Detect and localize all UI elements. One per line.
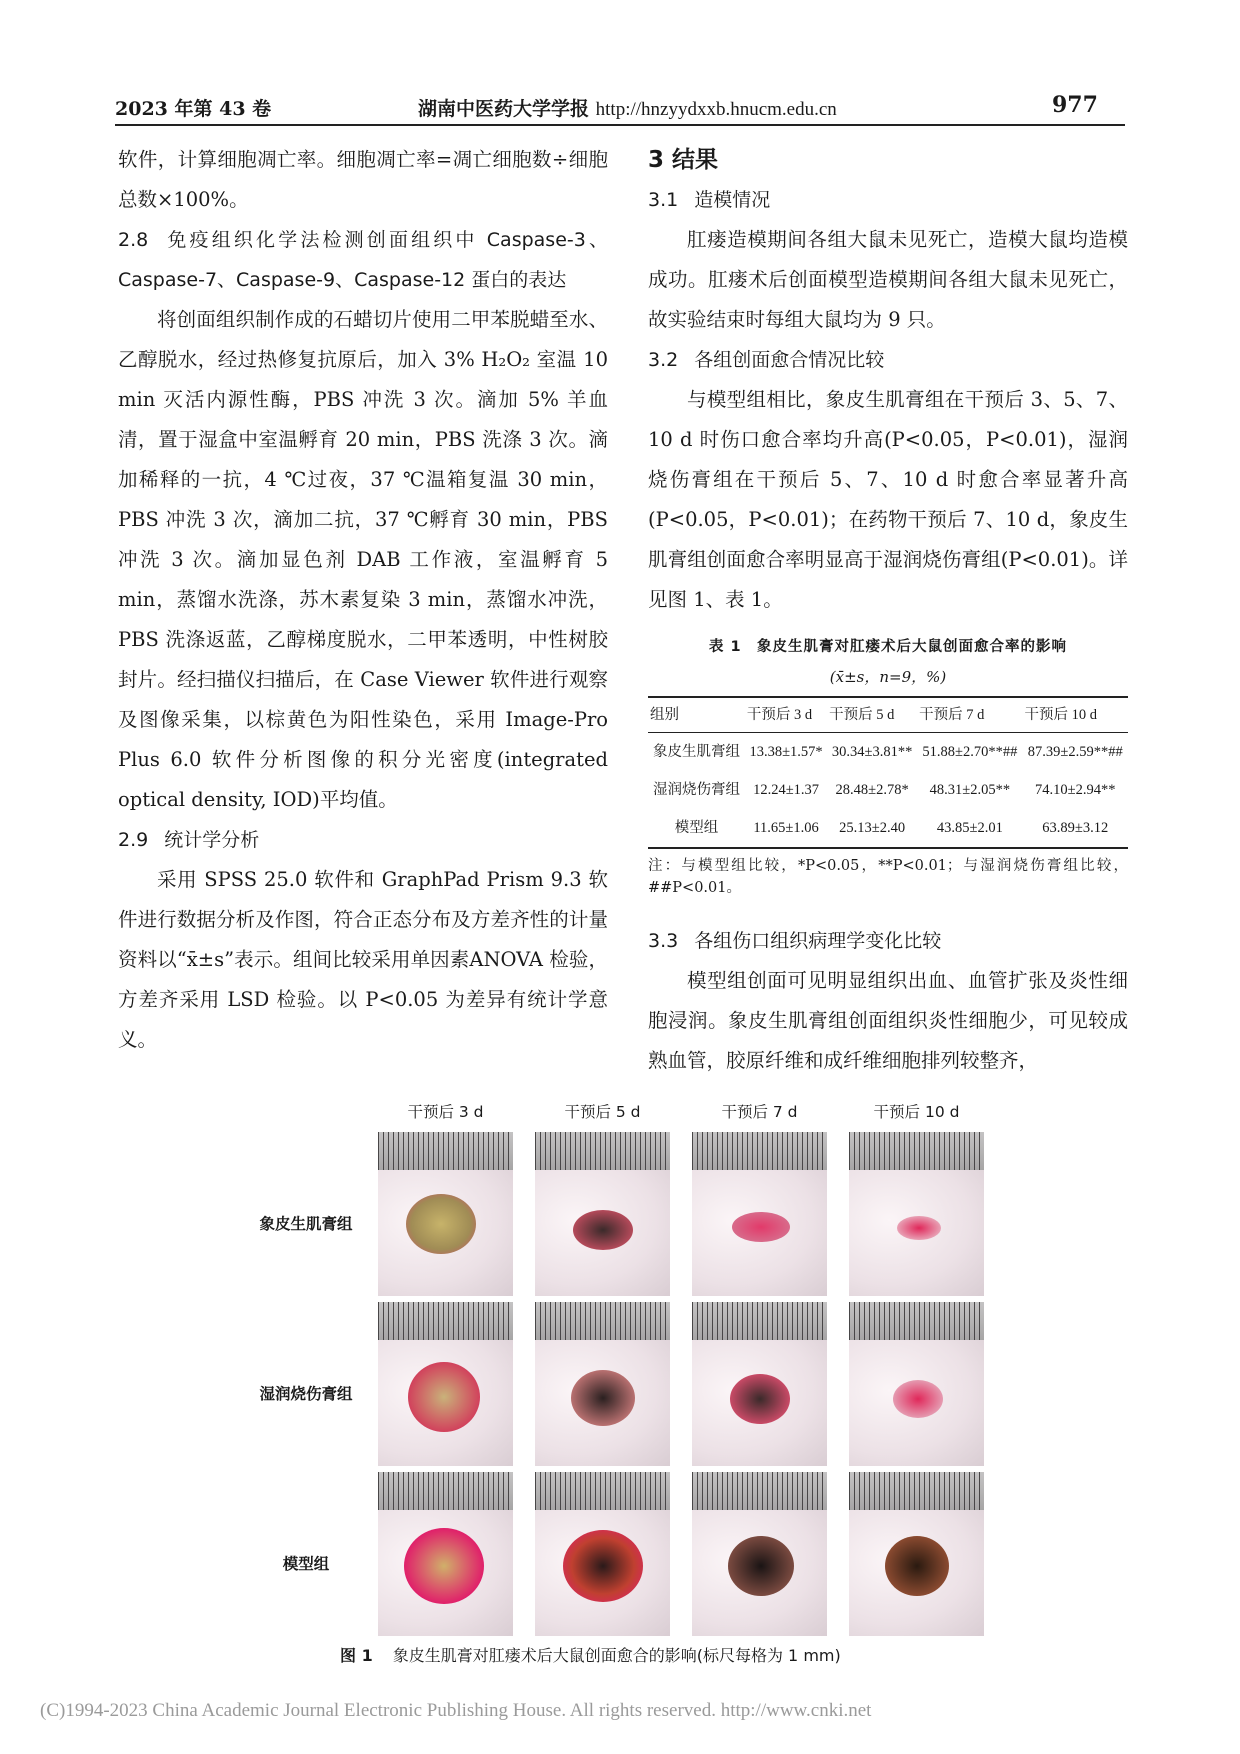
column-header: 干预后 10 d (1023, 697, 1128, 733)
wound-photo (535, 1302, 670, 1466)
wound (732, 1212, 790, 1242)
table-cell: 13.38±1.57* (749, 744, 823, 760)
wound (571, 1370, 635, 1426)
wound-photo (378, 1472, 513, 1636)
section-number: 2.8 (118, 229, 149, 251)
figure-row-label: 象皮生肌膏组 (259, 1215, 353, 1233)
paragraph: 软件，计算细胞凋亡率。细胞凋亡率=凋亡细胞数÷细胞总数×100%。 (118, 148, 608, 211)
table-cell: 51.88±2.70**## (922, 744, 1018, 760)
wound (404, 1528, 484, 1604)
wound-photo (378, 1302, 513, 1466)
section-number: 3.3 (648, 930, 679, 952)
section-number: 3.1 (648, 189, 679, 211)
wound (885, 1536, 949, 1596)
section-title: 造模情况 (694, 189, 771, 211)
paragraph: 采用 SPSS 25.0 软件和 GraphPad Prism 9.3 软件进行数据分析及作图，符合正态分布及方差齐性的计量资料以“x̄±s”表示。组间比较采用单因素ANOVA 检验，方差齐采用 LSD 检验。以 P<0.05 为差异有统计学意义。 (118, 868, 608, 1051)
figure-row-label: 模型组 (282, 1555, 330, 1573)
copyright-footer: (C)1994-2023 China Academic Journal Electronic Publishing House. All rights reserved. http://www.cnki.net (40, 1700, 872, 1721)
section-heading-3-2 (648, 340, 1128, 380)
section-title: 免疫组织化学法检测创面组织中 Caspase-3、Caspase-7、Caspase-9、Caspase-12 蛋白的表达 (118, 229, 608, 291)
paragraph: 肛瘘造模期间各组大鼠未见死亡，造模大鼠均造模成功。肛瘘术后创面模型造模期间各组大鼠未见死亡，故实验结束时每组大鼠均为 9 只。 (648, 228, 1128, 331)
running-head-journal (418, 94, 837, 121)
wound-photo (535, 1472, 670, 1636)
section-title: 统计学分析 (164, 829, 260, 851)
running-head-volume: 2023 年第 43 卷 (115, 98, 272, 120)
wound (563, 1530, 643, 1602)
wound (406, 1194, 476, 1254)
figure-column-title: 干预后 3 d (407, 1103, 484, 1121)
scale-ruler (849, 1472, 984, 1510)
wound (408, 1362, 480, 1432)
section-heading-3-1 (648, 180, 1128, 220)
table-header-row (648, 697, 1128, 733)
table-row (648, 733, 1128, 772)
scale-ruler (378, 1472, 513, 1510)
journal-name: 湖南中医药大学学报 (418, 98, 590, 120)
section-title: 各组伤口组织病理学变化比较 (694, 930, 942, 952)
wound (573, 1210, 633, 1250)
table-cell: 象皮生肌膏组 (652, 744, 740, 760)
figure-column-title: 干预后 7 d (721, 1103, 798, 1121)
table-cell: 28.48±2.78* (835, 782, 909, 798)
wound-photo (535, 1132, 670, 1296)
wound-photo (692, 1132, 827, 1296)
column-header: 组别 (648, 697, 745, 733)
page-number: 977 (1052, 92, 1098, 118)
scale-ruler (378, 1302, 513, 1340)
figure-column-title: 干预后 10 d (873, 1103, 960, 1121)
scale-ruler (535, 1132, 670, 1170)
table-cell: 模型组 (648, 809, 745, 848)
right-column (648, 140, 1128, 1081)
column-header: 干预后 7 d (917, 697, 1022, 733)
figure-1 (250, 1100, 990, 1630)
wound-photo (849, 1472, 984, 1636)
figure-label: 图 1 (340, 1646, 373, 1665)
table-cell: 11.65±1.06 (745, 809, 827, 848)
table-cell: 74.10±2.94** (1035, 782, 1116, 798)
wound-photo (692, 1302, 827, 1466)
section-number: 2.9 (118, 829, 149, 851)
table-1 (648, 636, 1128, 899)
table-subtitle: (x̄±s，n=9，%) (829, 668, 947, 686)
scale-ruler (849, 1132, 984, 1170)
table-cell: 12.24±1.37 (753, 782, 820, 798)
table-cell: 30.34±3.81** (831, 744, 913, 760)
section-heading-3-3 (648, 921, 1128, 961)
wound-photo (849, 1132, 984, 1296)
paragraph: 与模型组相比，象皮生肌膏组在干预后 3、5、7、10 d 时伤口愈合率均升高(P<0.05，P<0.01)，湿润烧伤膏组在干预后 5、7、10 d 时愈合率显著升高(P<0.05，P<0.01)；在药物干预后 7、10 d，象皮生肌膏组创面愈合率明显高于湿润烧伤膏组(P<0.01)。详见图 1、表 1。 (648, 388, 1128, 611)
wound-photo (849, 1302, 984, 1466)
scale-ruler (535, 1302, 670, 1340)
wound (730, 1374, 790, 1424)
table-note: 注：与模型组比较，*P<0.05，**P<0.01；与湿润烧伤膏组比较，##P<0.01。 (648, 858, 1128, 896)
scale-ruler (692, 1302, 827, 1340)
column-header: 干预后 5 d (827, 697, 917, 733)
section-heading-3: 3 结果 (648, 147, 719, 173)
table-title: 表 1 象皮生肌膏对肛瘘术后大鼠创面愈合率的影响 (708, 639, 1068, 655)
figure-caption-text: 象皮生肌膏对肛瘘术后大鼠创面愈合的影响(标尺每格为 1 mm) (392, 1646, 841, 1665)
figure-row-label: 湿润烧伤膏组 (259, 1385, 353, 1403)
table-cell: 63.89±3.12 (1023, 809, 1128, 848)
section-heading-2-8 (118, 220, 608, 300)
column-header: 干预后 3 d (745, 697, 827, 733)
healing-rate-table (648, 696, 1128, 849)
table-cell: 87.39±2.59**## (1027, 744, 1123, 760)
scale-ruler (535, 1472, 670, 1510)
scale-ruler (692, 1472, 827, 1510)
scale-ruler (692, 1132, 827, 1170)
table-cell: 湿润烧伤膏组 (652, 782, 740, 798)
table-row (648, 771, 1128, 809)
table-cell: 25.13±2.40 (827, 809, 917, 848)
section-title: 各组创面愈合情况比较 (694, 349, 885, 371)
table-cell: 48.31±2.05** (929, 782, 1011, 798)
table-row (648, 809, 1128, 848)
journal-url[interactable]: http://hnzyydxxb.hnucm.edu.cn (595, 99, 837, 120)
figure-column-title: 干预后 5 d (564, 1103, 641, 1121)
figure-caption (340, 1643, 841, 1666)
paragraph: 将创面组织制作成的石蜡切片使用二甲苯脱蜡至水、乙醇脱水，经过热修复抗原后，加入 3% H₂O₂ 室温 10 min 灭活内源性酶，PBS 冲洗 3 次。滴加 5% 羊血清，置于湿盒中室温孵育 20 min，PBS 洗涤 3 次。滴加稀释的一抗，4 ℃过夜，37 ℃温箱复温 30 min，PBS 冲洗 3 次，滴加二抗，37 ℃孵育 30 min，PBS 冲洗 3 次。滴加显色剂 DAB 工作液，室温孵育 5 min，蒸馏水洗涤，苏木素复染 3 min，蒸馏水冲洗，PBS 洗涤返蓝，乙醇梯度脱水，二甲苯透明，中性树胶封片。经扫描仪扫描后，在 Case Viewer 软件进行观察及图像采集，以棕黄色为阳性染色，采用 Image-Pro Plus 6.0 软件分析图像的积分光密度(integrated optical density, IOD)平均值。 (118, 308, 608, 811)
section-number: 3.2 (648, 349, 679, 371)
wound-photo (692, 1472, 827, 1636)
header-rule (115, 124, 1125, 126)
scale-ruler (378, 1132, 513, 1170)
scale-ruler (849, 1302, 984, 1340)
wound-photo (378, 1132, 513, 1296)
wound (893, 1380, 943, 1418)
paragraph: 模型组创面可见明显组织出血、血管扩张及炎性细胞浸润。象皮生肌膏组创面组织炎性细胞少，可见较成熟血管，胶原纤维和成纤维细胞排列较整齐， (648, 969, 1128, 1072)
left-column (118, 140, 608, 1060)
table-cell: 43.85±2.01 (917, 809, 1022, 848)
wound (728, 1536, 794, 1596)
section-heading-2-9 (118, 820, 608, 860)
wound (897, 1216, 941, 1240)
